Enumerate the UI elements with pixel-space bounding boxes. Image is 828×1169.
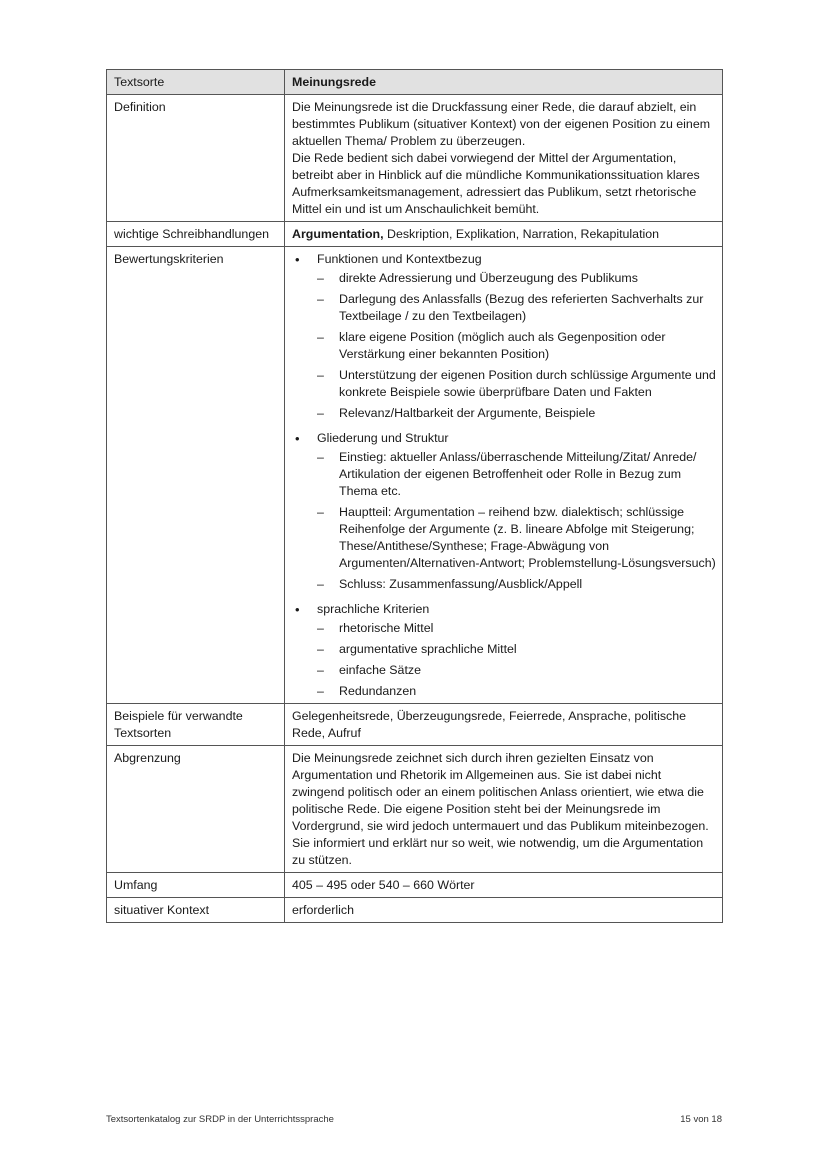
criteria-list [292, 251, 716, 700]
definition-value [285, 95, 723, 222]
abgrenzung-value: Die Meinungsrede zeichnet sich durch ihren gezielten Einsatz von Argumentation und Rhetorik im Allgemeinen aus. Sie ist dabei nicht zwingend politisch oder an einem politischen Anlass orientiert, wie etwa die politische Rede. Die eigene Position steht bei der Meinungsrede im Vordergrund, sie wird jedoch untermauert und das Publikum miteinbezogen. Sie informiert und erklärt nur so weit, wie notwendig, um die Argumentation zu stützen. [285, 746, 723, 873]
schreibhandlungen-rest: Deskription, Explikation, Narration, Rekapitulation [383, 227, 660, 241]
criteria-item: – einfache Sätze [317, 662, 716, 679]
definition-row [107, 95, 723, 222]
schreibhandlungen-row [107, 222, 723, 247]
definition-label: Definition [107, 95, 285, 222]
criteria-group [292, 251, 716, 422]
beispiele-label: Beispiele für verwandte Textsorten [107, 704, 285, 746]
criteria-item: – Schluss: Zusammenfassung/Ausblick/Appell [317, 576, 716, 593]
header-label: Textsorte [107, 70, 285, 95]
kontext-label: situativer Kontext [107, 898, 285, 923]
definition-paragraph-1: Die Meinungsrede ist die Druckfassung einer Rede, die darauf abzielt, ein bestimmtes Publikum (situativer Kontext) von der eigenen Position zu einem aktuellen Thema/ Problem zu überzeugen. [292, 100, 711, 148]
page-number: 15 von 18 [680, 1114, 722, 1125]
criteria-item: – argumentative sprachliche Mittel [317, 641, 716, 658]
criteria-item: – klare eigene Position (möglich auch als Gegenposition oder Verstärkung einer bekannten Position) [317, 329, 716, 363]
criteria-item: – Darlegung des Anlassfalls (Bezug des referierten Sachverhalts zur Textbeilage / zu den Textbeilagen) [317, 291, 716, 325]
schreibhandlungen-label: wichtige Schreibhandlungen [107, 222, 285, 247]
criteria-group-title: • sprachliche Kriterien [317, 602, 430, 616]
criteria-item: – Unterstützung der eigenen Position durch schlüssige Argumente und konkrete Beispiele sowie überprüfbare Daten und Fakten [317, 367, 716, 401]
definition-paragraph-2: Die Rede bedient sich dabei vorwiegend der Mittel der Argumentation, betreibt aber in Hinblick auf die mündliche Kommunikationssituation klares Aufmerksamkeitsmanagement, adressiert das Publikum, setzt rhetorische Mittel ein und ist um Anschaulichkeit bemüht. [292, 151, 700, 216]
criteria-item: – Hauptteil: Argumentation – reihend bzw. dialektisch; schlüssige Reihenfolge der Argumente (z. B. lineare Abfolge mit Steigerung; These/Antithese/Synthese; Frage-Abwägung von Argumenten/Alternativen-Antwort; Problemstellung-Lösungsversuch) [317, 504, 716, 572]
abgrenzung-label: Abgrenzung [107, 746, 285, 873]
bewertungskriterien-label: Bewertungskriterien [107, 247, 285, 704]
bewertungskriterien-value [285, 247, 723, 704]
criteria-group [292, 430, 716, 593]
umfang-value: 405 – 495 oder 540 – 660 Wörter [285, 873, 723, 898]
header-value: Meinungsrede [285, 70, 723, 95]
criteria-item: – direkte Adressierung und Überzeugung des Publikums [317, 270, 716, 287]
abgrenzung-row [107, 746, 723, 873]
bewertungskriterien-row [107, 247, 723, 704]
criteria-group-title: • Gliederung und Struktur [317, 431, 449, 445]
criteria-item: – Redundanzen [317, 683, 716, 700]
footer-title: Textsortenkatalog zur SRDP in der Unterrichtssprache [106, 1114, 334, 1125]
criteria-item: – Relevanz/Haltbarkeit der Argumente, Beispiele [317, 405, 716, 422]
beispiele-row [107, 704, 723, 746]
criteria-sublist [317, 620, 716, 700]
kontext-value: erforderlich [285, 898, 723, 923]
schreibhandlungen-primary: Argumentation, [292, 227, 384, 241]
criteria-item: – Einstieg: aktueller Anlass/überraschende Mitteilung/Zitat/ Anrede/ Artikulation der eigenen Betroffenheit oder Rolle in Bezug zum Thema etc. [317, 449, 716, 500]
criteria-sublist [317, 270, 716, 422]
criteria-group-title: • Funktionen und Kontextbezug [317, 252, 482, 266]
umfang-label: Umfang [107, 873, 285, 898]
criteria-group [292, 601, 716, 700]
criteria-sublist [317, 449, 716, 593]
umfang-row [107, 873, 723, 898]
header-row [107, 70, 723, 95]
beispiele-value: Gelegenheitsrede, Überzeugungsrede, Feierrede, Ansprache, politische Rede, Aufruf [285, 704, 723, 746]
kontext-row [107, 898, 723, 923]
textsorte-table [106, 69, 723, 923]
schreibhandlungen-value [285, 222, 723, 247]
criteria-item: – rhetorische Mittel [317, 620, 716, 637]
